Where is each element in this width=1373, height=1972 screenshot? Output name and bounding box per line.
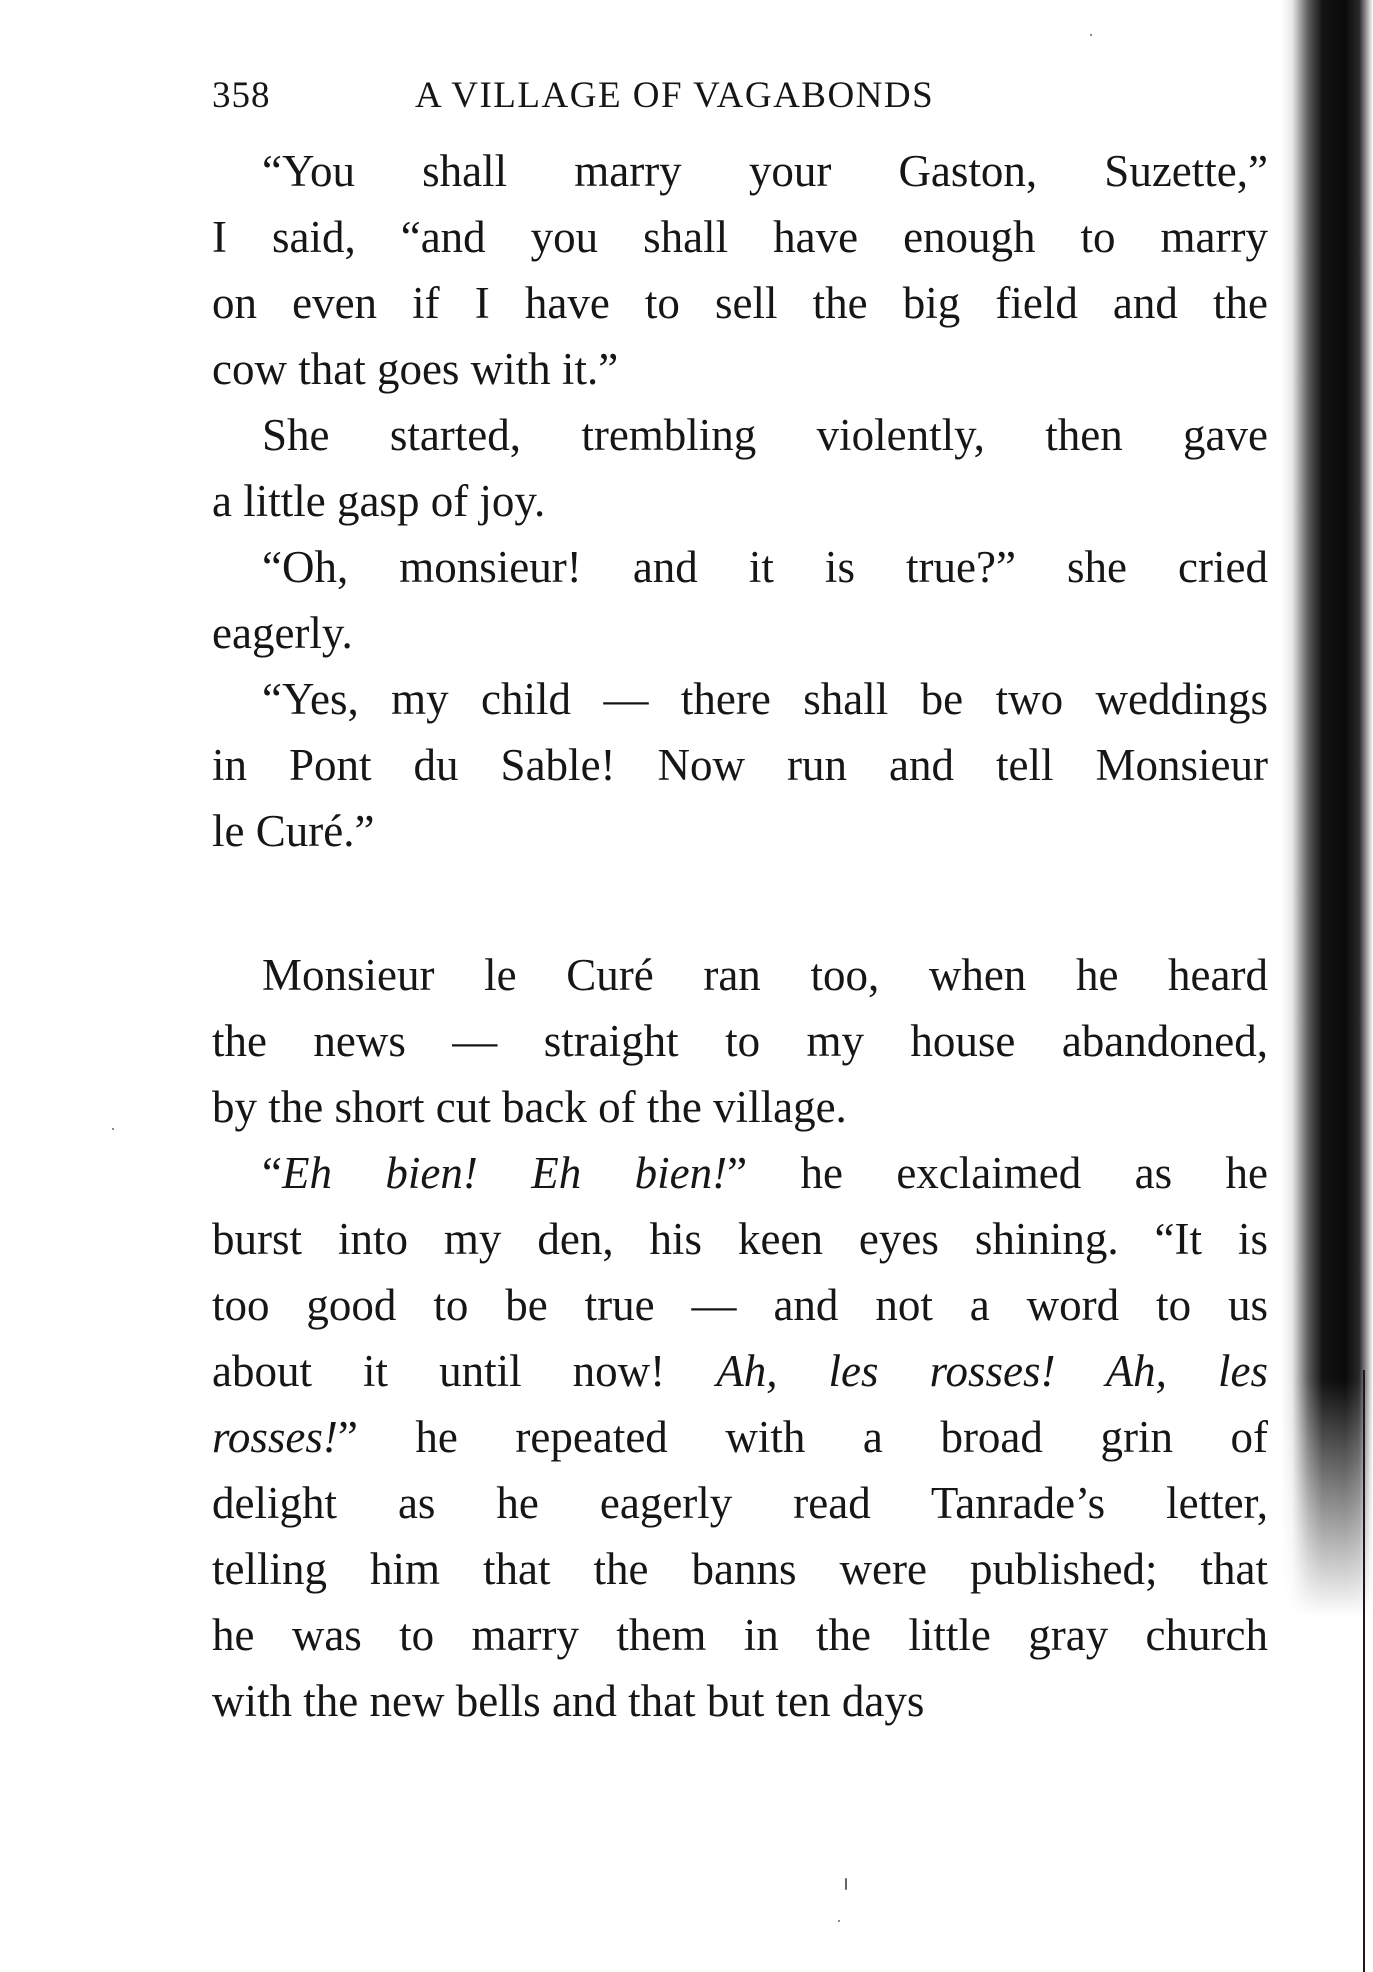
text-line [212,138,1268,204]
text-run: too good to be true — and not a word to us [212,1280,1268,1330]
text-run: burst into my den, his keen eyes shining. “It is [212,1214,1268,1264]
text-run: “You shall marry your Gaston, Suzette,” [262,146,1268,196]
text-line [212,1602,1268,1668]
scan-speck [838,1920,840,1922]
page-edge-line [1363,1370,1365,1972]
text-run: ” he exclaimed as he [727,1148,1268,1198]
text-line [212,1470,1268,1536]
text-run: “ [262,1148,282,1198]
text-line [212,1668,1268,1734]
text-run: about it until now! [212,1346,717,1396]
text-run: ” he repeated with a broad grin of [337,1412,1268,1462]
italic-text: Ah, les rosses! Ah, les [716,1346,1268,1396]
body-text [212,138,1268,1734]
text-run: le Curé.” [212,806,375,856]
paragraph [212,666,1268,864]
text-line [212,204,1268,270]
running-title: A VILLAGE OF VAGABONDS [415,75,935,116]
scan-speck [1090,34,1092,36]
text-run: the news — straight to my house abandoned, [212,1016,1268,1066]
text-line [212,1404,1268,1470]
binding-shadow [1281,0,1373,1972]
text-line [212,402,1268,468]
text-run: I said, “and you shall have enough to marry [212,212,1268,262]
text-run: in Pont du Sable! Now run and tell Monsieur [212,740,1268,790]
text-run: eagerly. [212,608,353,658]
text-line [212,798,1268,864]
text-line [212,942,1268,1008]
text-line [212,534,1268,600]
italic-text: rosses! [212,1412,338,1462]
text-line [212,666,1268,732]
text-line [212,468,1268,534]
text-line [212,1008,1268,1074]
text-run: telling him that the banns were published; that [212,1544,1268,1594]
text-run: “Yes, my child — there shall be two weddings [262,674,1268,724]
text-run: delight as he eagerly read Tanrade’s letter, [212,1478,1268,1528]
text-line [212,270,1268,336]
scan-speck [845,1878,847,1890]
text-run: by the short cut back of the village. [212,1082,847,1132]
text-run: he was to marry them in the little gray church [212,1610,1268,1660]
text-run: Monsieur le Curé ran too, when he heard [262,950,1268,1000]
paragraph [212,138,1268,402]
text-line [212,732,1268,798]
text-run: cow that goes with it.” [212,344,619,394]
paragraph [212,402,1268,534]
paragraph [212,534,1268,666]
text-run: on even if I have to sell the big field and the [212,278,1268,328]
paragraph [212,942,1268,1140]
text-line [212,1272,1268,1338]
text-line [212,336,1268,402]
text-line [212,1074,1268,1140]
text-run: She started, trembling violently, then gave [262,410,1268,460]
text-line [212,600,1268,666]
text-line [212,1536,1268,1602]
text-line [212,1206,1268,1272]
text-line [212,1140,1268,1206]
text-run: a little gasp of joy. [212,476,546,526]
paragraph [212,1140,1268,1734]
text-run: “Oh, monsieur! and it is true?” she cried [262,542,1268,592]
scan-speck [112,1128,114,1130]
running-header [212,74,1072,122]
section-break [212,864,1268,942]
page-number: 358 [212,75,271,116]
italic-text: Eh bien! Eh bien! [281,1148,728,1198]
text-line [212,1338,1268,1404]
text-run: with the new bells and that but ten days [212,1676,925,1726]
